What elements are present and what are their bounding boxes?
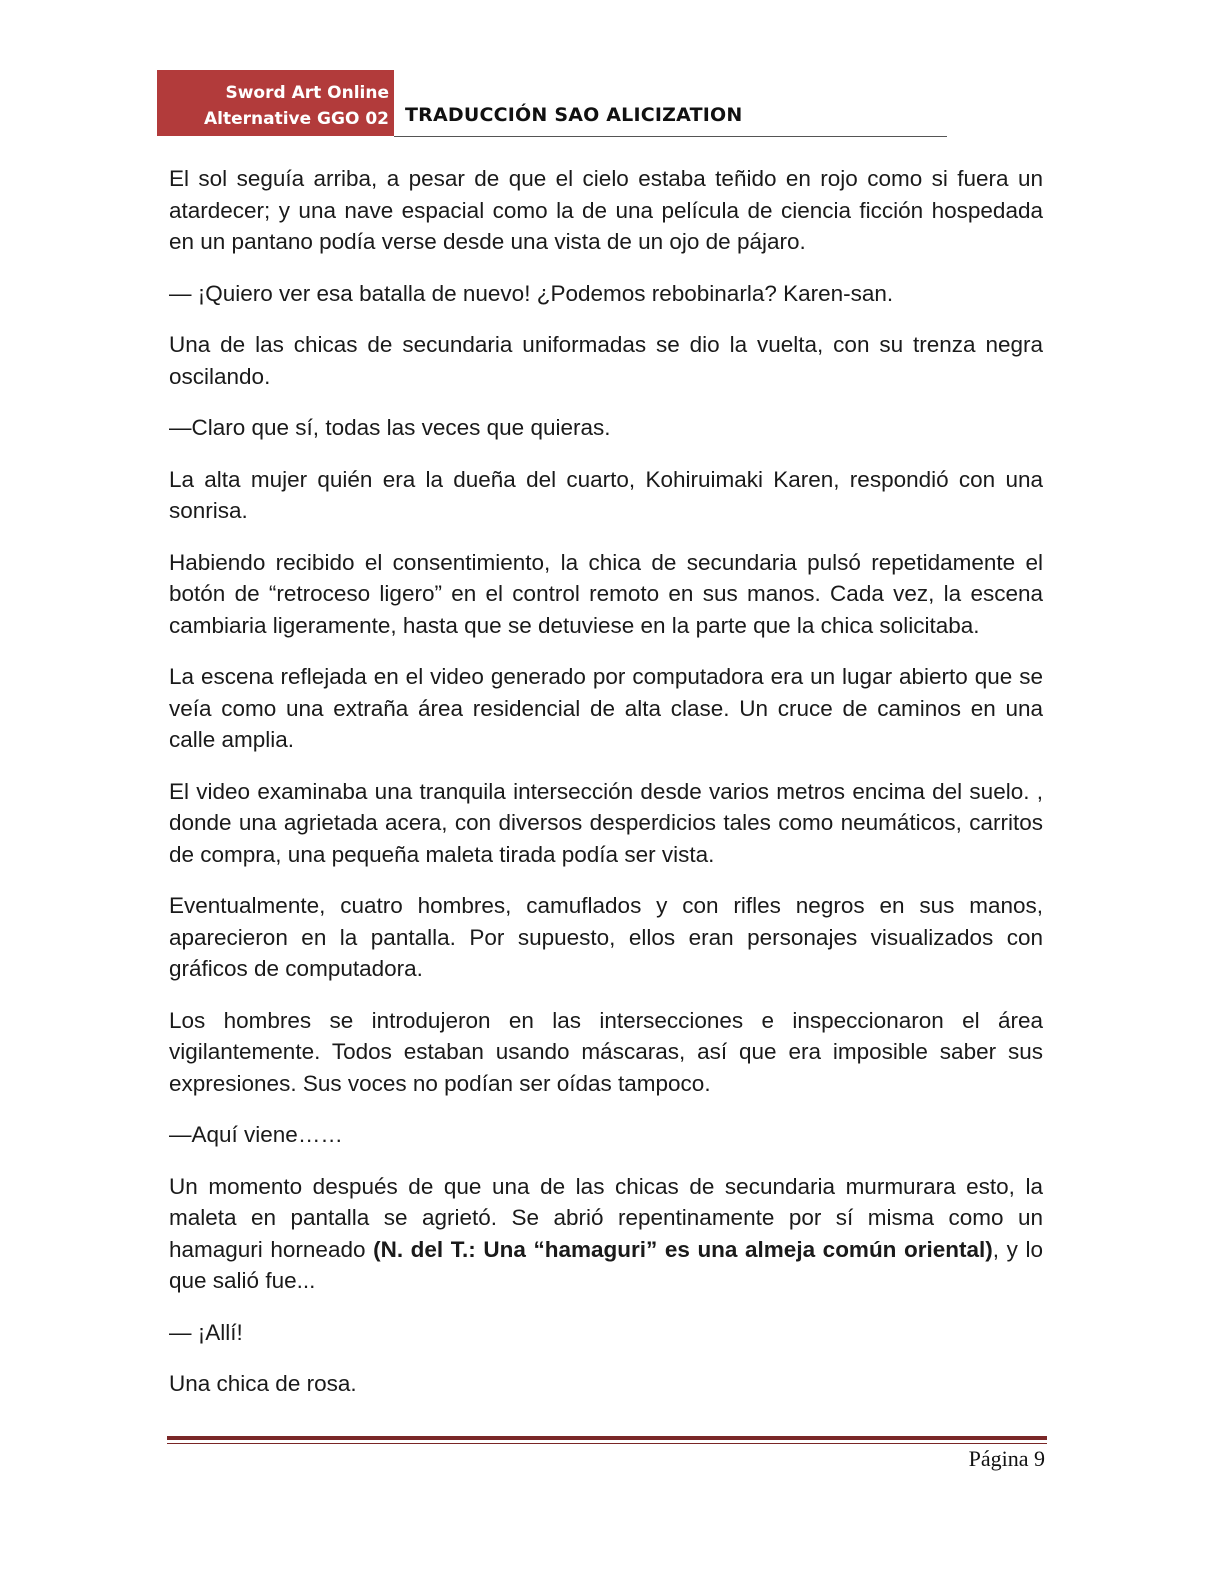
series-badge — [157, 70, 394, 136]
paragraph: Una chica de rosa. — [169, 1371, 357, 1396]
paragraph: Habiendo recibido el consentimiento, la chica de secundaria pulsó repetidamente el botón de “retroceso ligero” en el control remoto en sus manos. Cada vez, la escena cambiaria ligeramente, hasta que se detuviese en la parte que la chica solicitaba. — [169, 549, 1043, 638]
document-title: TRADUCCIÓN SAO ALICIZATION — [405, 104, 743, 126]
paragraph: La alta mujer quién era la dueña del cuarto, Kohiruimaki Karen, respondió con una sonrisa. — [169, 466, 1043, 523]
footer-divider-thin — [167, 1443, 1047, 1444]
series-title-line1: Sword Art Online — [225, 83, 389, 103]
dialogue-line: — ¡Allí! — [169, 1319, 243, 1345]
header-divider — [394, 136, 947, 137]
series-title-line2: Alternative GGO 02 — [203, 109, 389, 129]
dialogue-line: —Claro que sí, todas las veces que quieras. — [169, 415, 611, 440]
dialogue-line: —Aquí viene…… — [169, 1122, 343, 1147]
paragraph: Eventualmente, cuatro hombres, camuflados y con rifles negros en sus manos, aparecieron en la pantalla. Por supuesto, ellos eran personajes visualizados con gráficos de computadora. — [169, 893, 1043, 981]
page-header — [157, 70, 947, 138]
paragraph: El video examinaba una tranquila intersección desde varios metros encima del suelo. , donde una agrietada acera, con diversos desperdicios tales como neumáticos, carritos de compra, una pequeña maleta tirada podía ser vista. — [169, 778, 1043, 867]
paragraph-text: , y lo que salió fue... — [169, 1236, 1043, 1293]
paragraph-with-translator-note — [169, 1171, 1043, 1297]
footer-divider-thick — [167, 1436, 1047, 1440]
paragraph-text: Un momento después de que una de las chicas de secundaria murmurara esto, la maleta en pantalla se agrietó. Se abrió repentinamente por sí misma como un hamaguri horneado — [169, 1173, 1043, 1262]
paragraph: Los hombres se introdujeron en las intersecciones e inspeccionaron el área vigilantemente. Todos estaban usando máscaras, así que era imposible saber sus expresiones. Sus voces no podían ser oídas tampoco. — [169, 1007, 1043, 1096]
translator-note: (N. del T.: Una “hamaguri” es una almeja común oriental) — [373, 1236, 993, 1262]
dialogue-line: — ¡Quiero ver esa batalla de nuevo! ¿Podemos rebobinarla? Karen-san. — [169, 280, 894, 306]
paragraph: La escena reflejada en el video generado por computadora era un lugar abierto que se veía como una extraña área residencial de alta clase. Un cruce de caminos en una calle amplia. — [169, 664, 1043, 752]
paragraph: Una de las chicas de secundaria uniformadas se dio la vuelta, con su trenza negra oscilando. — [169, 332, 1043, 389]
paragraph: El sol seguía arriba, a pesar de que el cielo estaba teñido en rojo como si fuera un atardecer; y una nave espacial como la de una película de ciencia ficción hospedada en un pantano podía verse desde una vista de un ojo de pájaro. — [169, 166, 1043, 254]
body-text — [169, 163, 1043, 1420]
page-number: Página 9 — [968, 1446, 1045, 1471]
